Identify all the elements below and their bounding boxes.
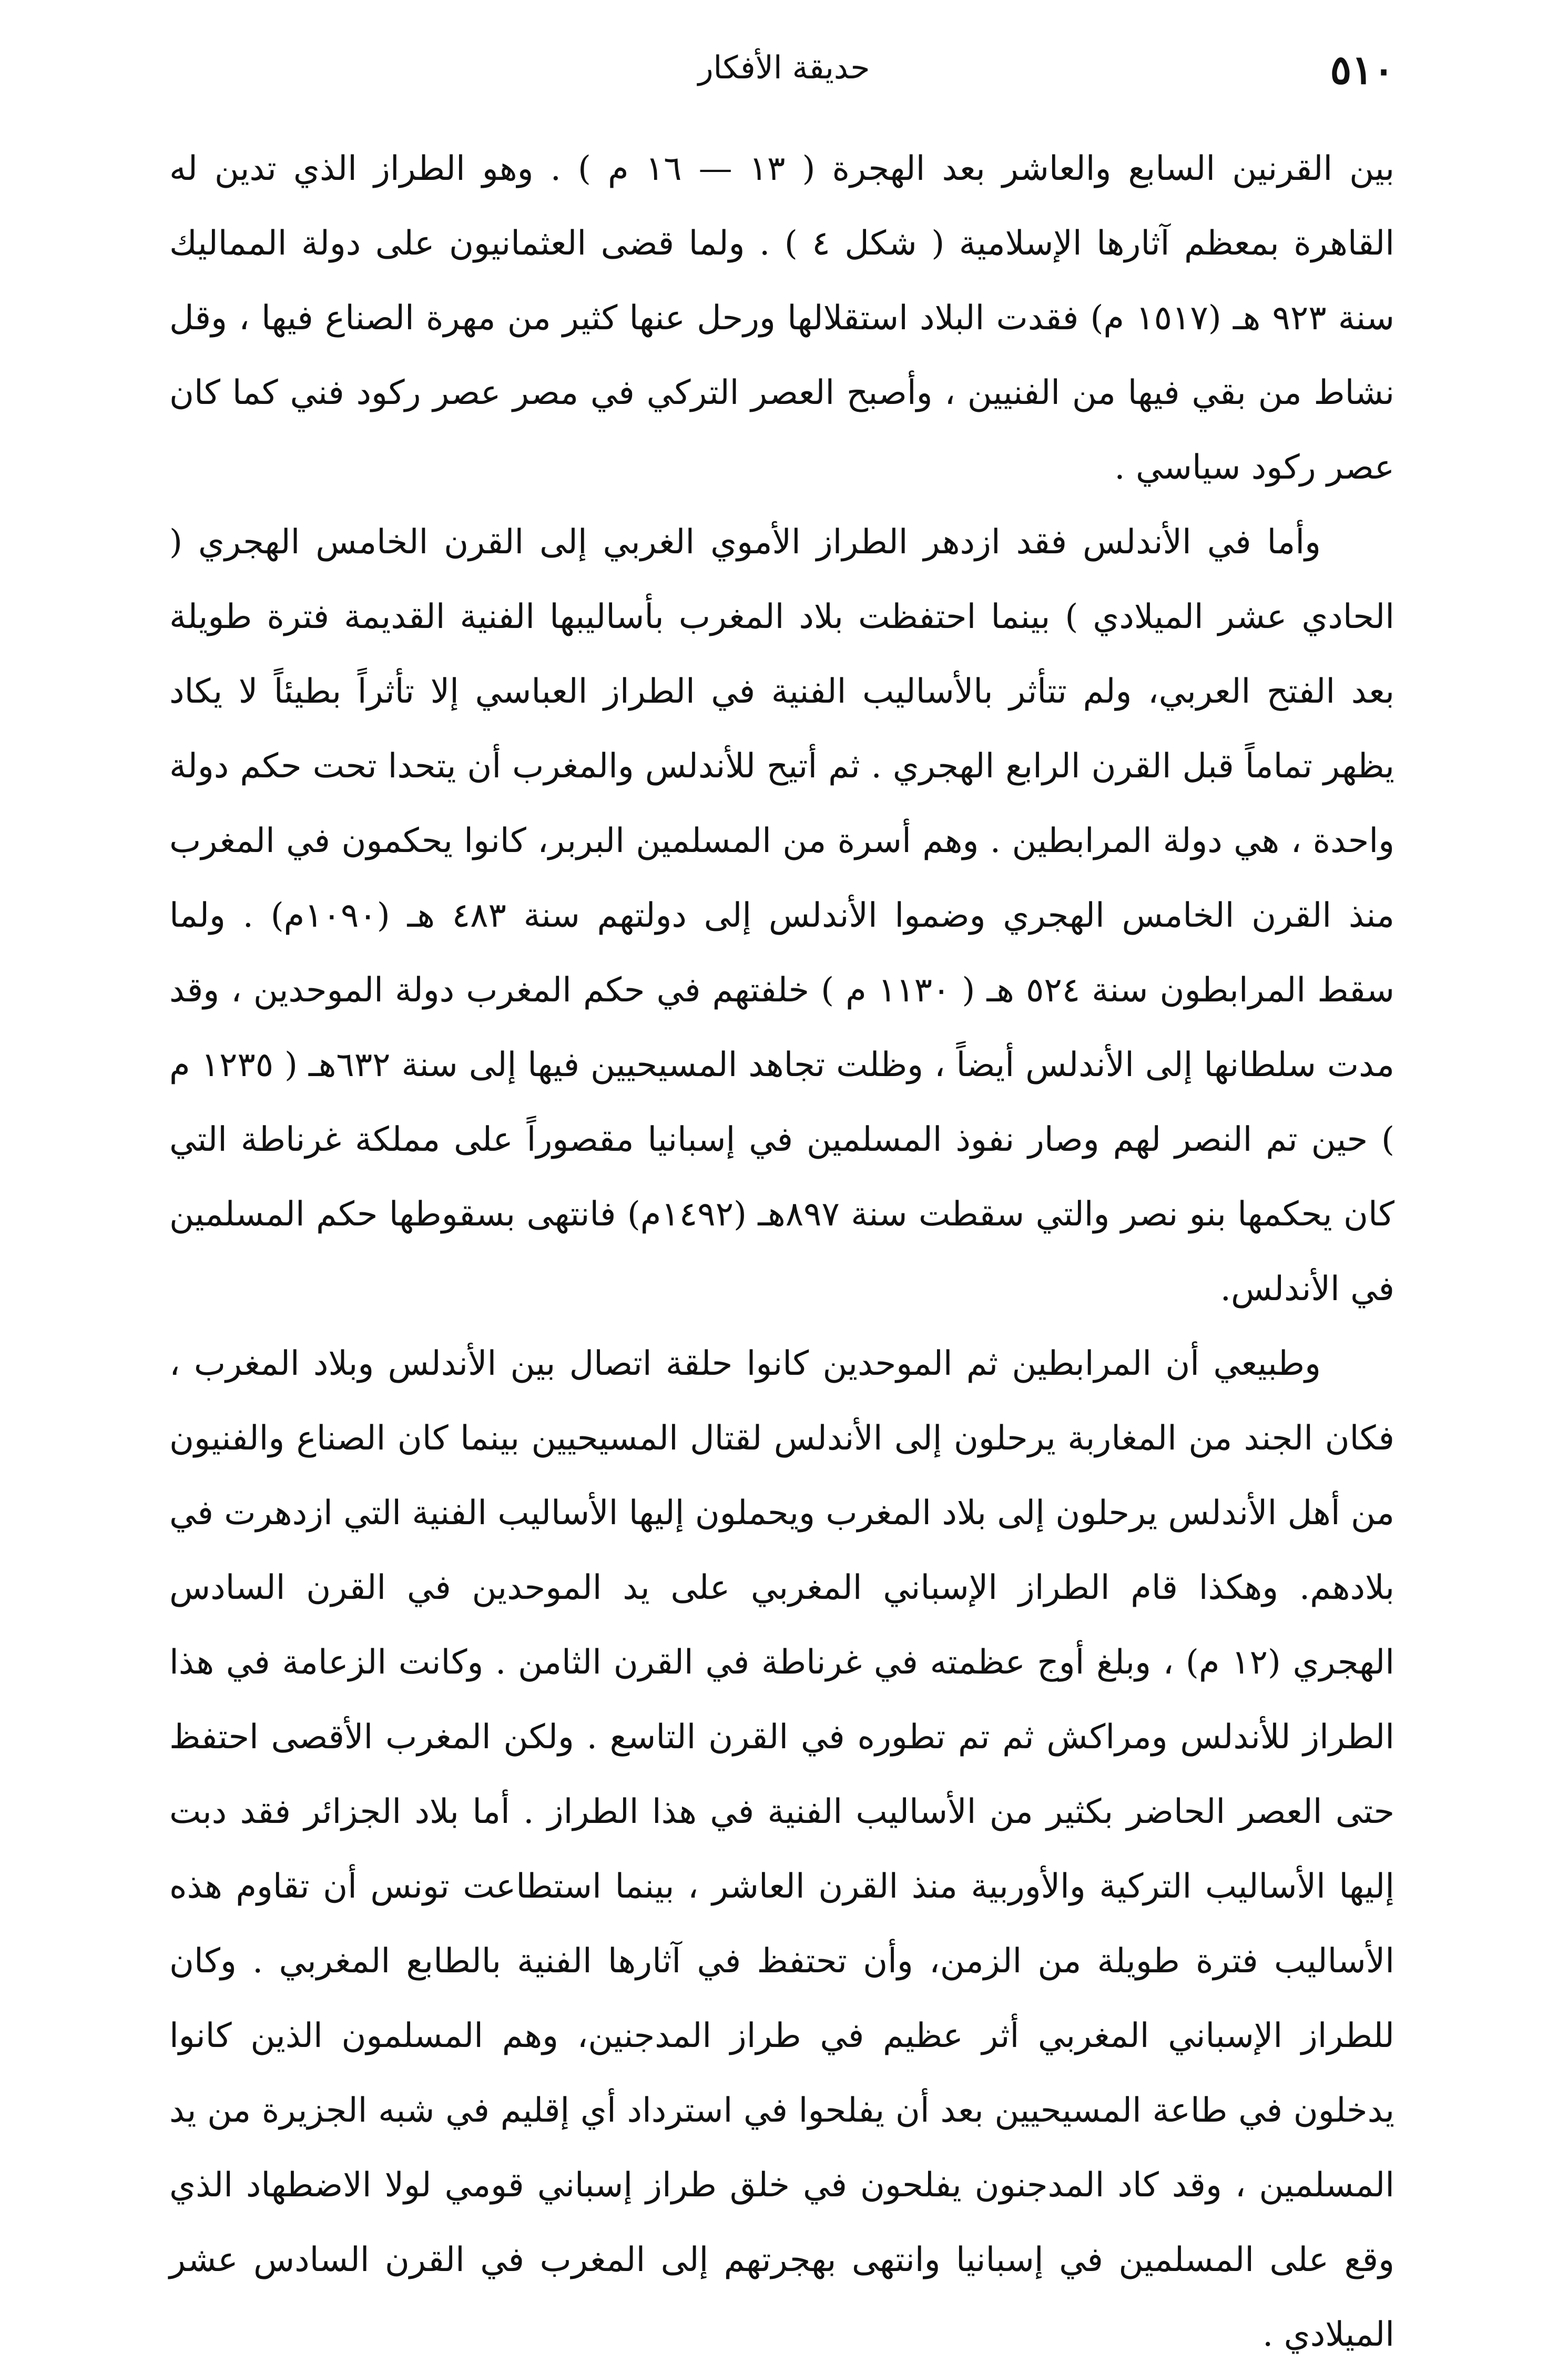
book-title: حديقة الأفكار: [698, 49, 870, 86]
paragraph: وطبيعي أن المرابطين ثم الموحدين كانوا حلقة اتصال بين الأندلس وبلاد المغرب ، فكان الجند من المغاربة يرحلون إلى الأندلس لقتال المسيحيين بينما كان الصناع والفنيون من أهل الأندلس يرحلون إلى بلاد المغرب ويحملون إليها الأساليب الفنية التي ازدهرت في بلادهم. وهكذا قام الطراز الإسباني المغربي على يد الموحدين في القرن السادس الهجري (١٢ م) ، وبلغ أوج عظمته في غرناطة في القرن الثامن . وكانت الزعامة في هذا الطراز للأندلس ومراكش ثم تم تطوره في القرن التاسع . ولكن المغرب الأقصى احتفظ حتى العصر الحاضر بكثير من الأساليب الفنية في هذا الطراز . أما بلاد الجزائر فقد دبت إليها الأساليب التركية والأوربية منذ القرن العاشر ، بينما استطاعت تونس أن تقاوم هذه الأساليب فترة طويلة من الزمن، وأن تحتفظ في آثارها الفنية بالطابع المغربي . وكان للطراز الإسباني المغربي أثر عظيم في طراز المدجنين، وهم المسلمون الذين كانوا يدخلون في طاعة المسيحيين بعد أن يفلحوا في استرداد أي إقليم في شبه الجزيرة من يد المسلمين ، وقد كاد المدجنون يفلحون في خلق طراز إسباني قومي لولا الاضطهاد الذي وقع على المسلمين في إسبانيا وانتهى بهجرتهم إلى المغرب في القرن السادس عشر الميلادي .: [169, 1344, 1395, 2354]
paragraph: بين القرنين السابع والعاشر بعد الهجرة ( ١٣ — ١٦ م ) . وهو الطراز الذي تدين له القاهرة بمعظم آثارها الإسلامية ( شكل ٤ ) . ولما قضى العثمانيون على دولة المماليك سنة ٩٢٣ هـ (١٥١٧ م) فقدت البلاد استقلالها ورحل عنها كثير من مهرة الصناع فيها ، وقل نشاط من بقي فيها من الفنيين ، وأصبح العصر التركي في مصر عصر ركود فني كما كان عصر ركود سياسي .: [169, 149, 1395, 487]
body-text: [169, 131, 1394, 2372]
paragraph: وأما في الأندلس فقد ازدهر الطراز الأموي الغربي إلى القرن الخامس الهجري ( الحادي عشر الميلادي ) بينما احتفظت بلاد المغرب بأساليبها الفنية القديمة فترة طويلة بعد الفتح العربي، ولم تتأثر بالأساليب الفنية في الطراز العباسي إلا تأثراً بطيئاً لا يكاد يظهر تماماً قبل القرن الرابع الهجري . ثم أتيح للأندلس والمغرب أن يتحدا تحت حكم دولة واحدة ، هي دولة المرابطين . وهم أسرة من المسلمين البربر، كانوا يحكمون في المغرب منذ القرن الخامس الهجري وضموا الأندلس إلى دولتهم سنة ٤٨٣ هـ (١٠٩٠م) . ولما سقط المرابطون سنة ٥٢٤ هـ ( ١١٣٠ م ) خلفتهم في حكم المغرب دولة الموحدين ، وقد مدت سلطانها إلى الأندلس أيضاً ، وظلت تجاهد المسيحيين فيها إلى سنة ٦٣٢هـ ( ١٢٣٥ م ) حين تم النصر لهم وصار نفوذ المسلمين في إسبانيا مقصوراً على مملكة غرناطة التي كان يحكمها بنو نصر والتي سقطت سنة ٨٩٧هـ (١٤٩٢م) فانتهى بسقوطها حكم المسلمين في الأندلس.: [169, 523, 1395, 1309]
page-number: ٥١٠: [1330, 46, 1394, 93]
running-header: [174, 42, 1394, 100]
